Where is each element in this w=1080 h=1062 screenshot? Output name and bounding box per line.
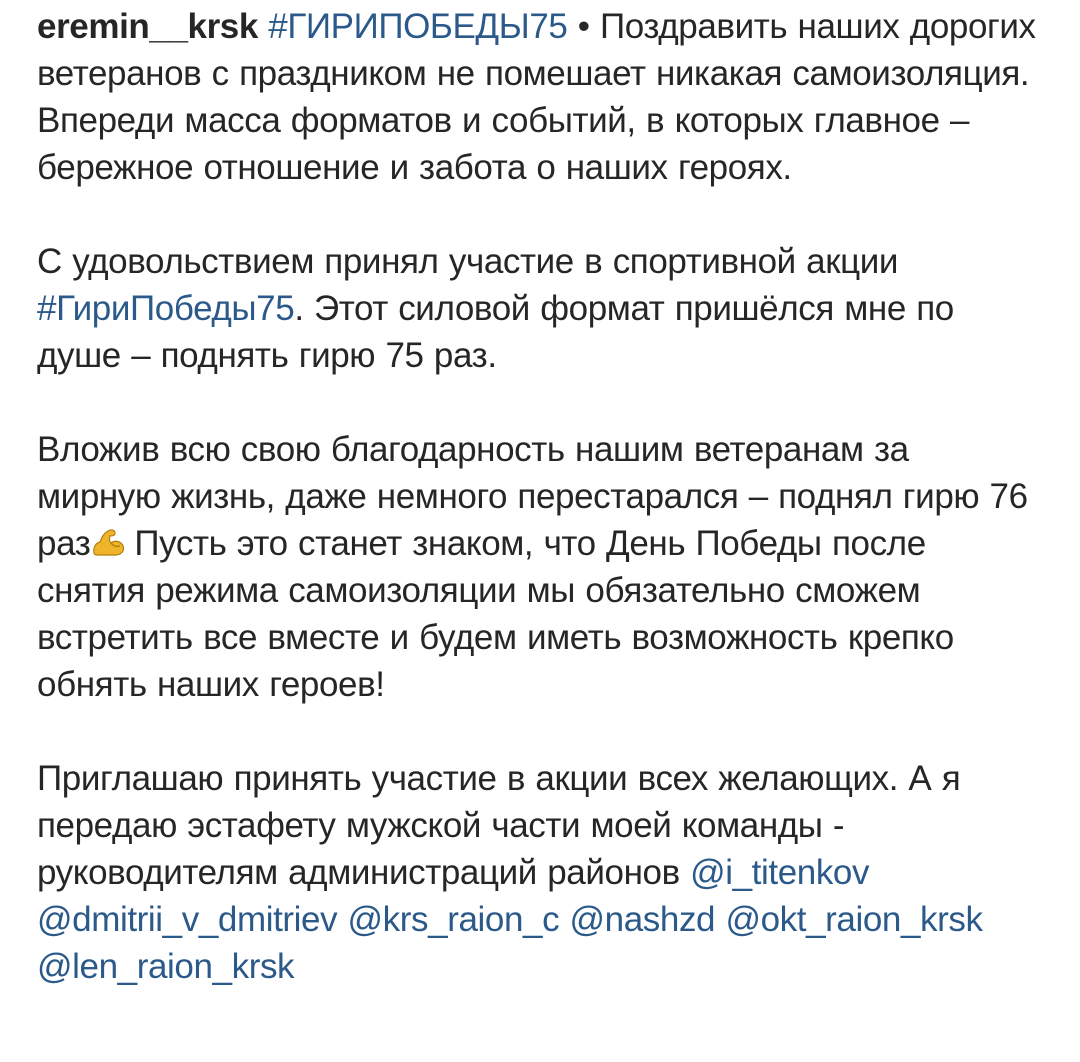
mention-link-dmitrii-v-dmitriev[interactable]: @dmitrii_v_dmitriev (37, 900, 338, 939)
hashtag-link-girypobedy75[interactable]: #ГириПобеды75 (37, 289, 295, 328)
mention-link-i-titenkov[interactable]: @i_titenkov (690, 853, 870, 892)
mention-link-len-raion-krsk[interactable]: @len_raion_krsk (37, 947, 295, 986)
paragraph-3-text-start: Вложив всю свою благодарность нашим ветеранам за мирную жизнь, даже немного перестарался – поднял гирю 76 раз (37, 430, 1028, 563)
caption-paragraph-1 (37, 3, 1042, 191)
mention-link-okt-raion-krsk[interactable]: @okt_raion_krsk (725, 900, 983, 939)
paragraph-1-text: Поздравить наших дорогих ветеранов с праздником не помешает никакая самоизоляция. Впереди масса форматов и событий, в которых главное – бережное отношение и забота о наших героях. (37, 7, 1036, 187)
caption-paragraph-2 (37, 238, 1042, 379)
hashtag-link-girypobedy75-caps[interactable]: #ГИРИПОБЕДЫ75 (268, 7, 568, 46)
mention-link-nashzd[interactable]: @nashzd (569, 900, 716, 939)
username-link[interactable]: eremin__krsk (37, 7, 258, 46)
paragraph-4-text: Приглашаю принять участие в акции всех желающих. А я передаю эстафету мужской части моей команды - руководителям администраций районов (37, 759, 961, 892)
caption-paragraph-4 (37, 755, 1042, 990)
paragraph-2-text-end: . Этот силовой формат пришёлся мне по душе – поднять гирю 75 раз. (37, 289, 954, 375)
paragraph-2-text-start: С удовольствием принял участие в спортивной акции (37, 242, 899, 281)
paragraph-3-text-end: Пусть это станет знаком, что День Победы после снятия режима самоизоляции мы обязательно сможем встретить все вместе и будем иметь возможность крепко обнять наших героев! (37, 524, 954, 704)
flexed-biceps-icon (90, 527, 126, 557)
post-caption (37, 3, 1042, 990)
caption-paragraph-3 (37, 426, 1042, 708)
mention-link-krs-raion-c[interactable]: @krs_raion_c (347, 900, 560, 939)
separator-bullet: • (567, 7, 600, 46)
